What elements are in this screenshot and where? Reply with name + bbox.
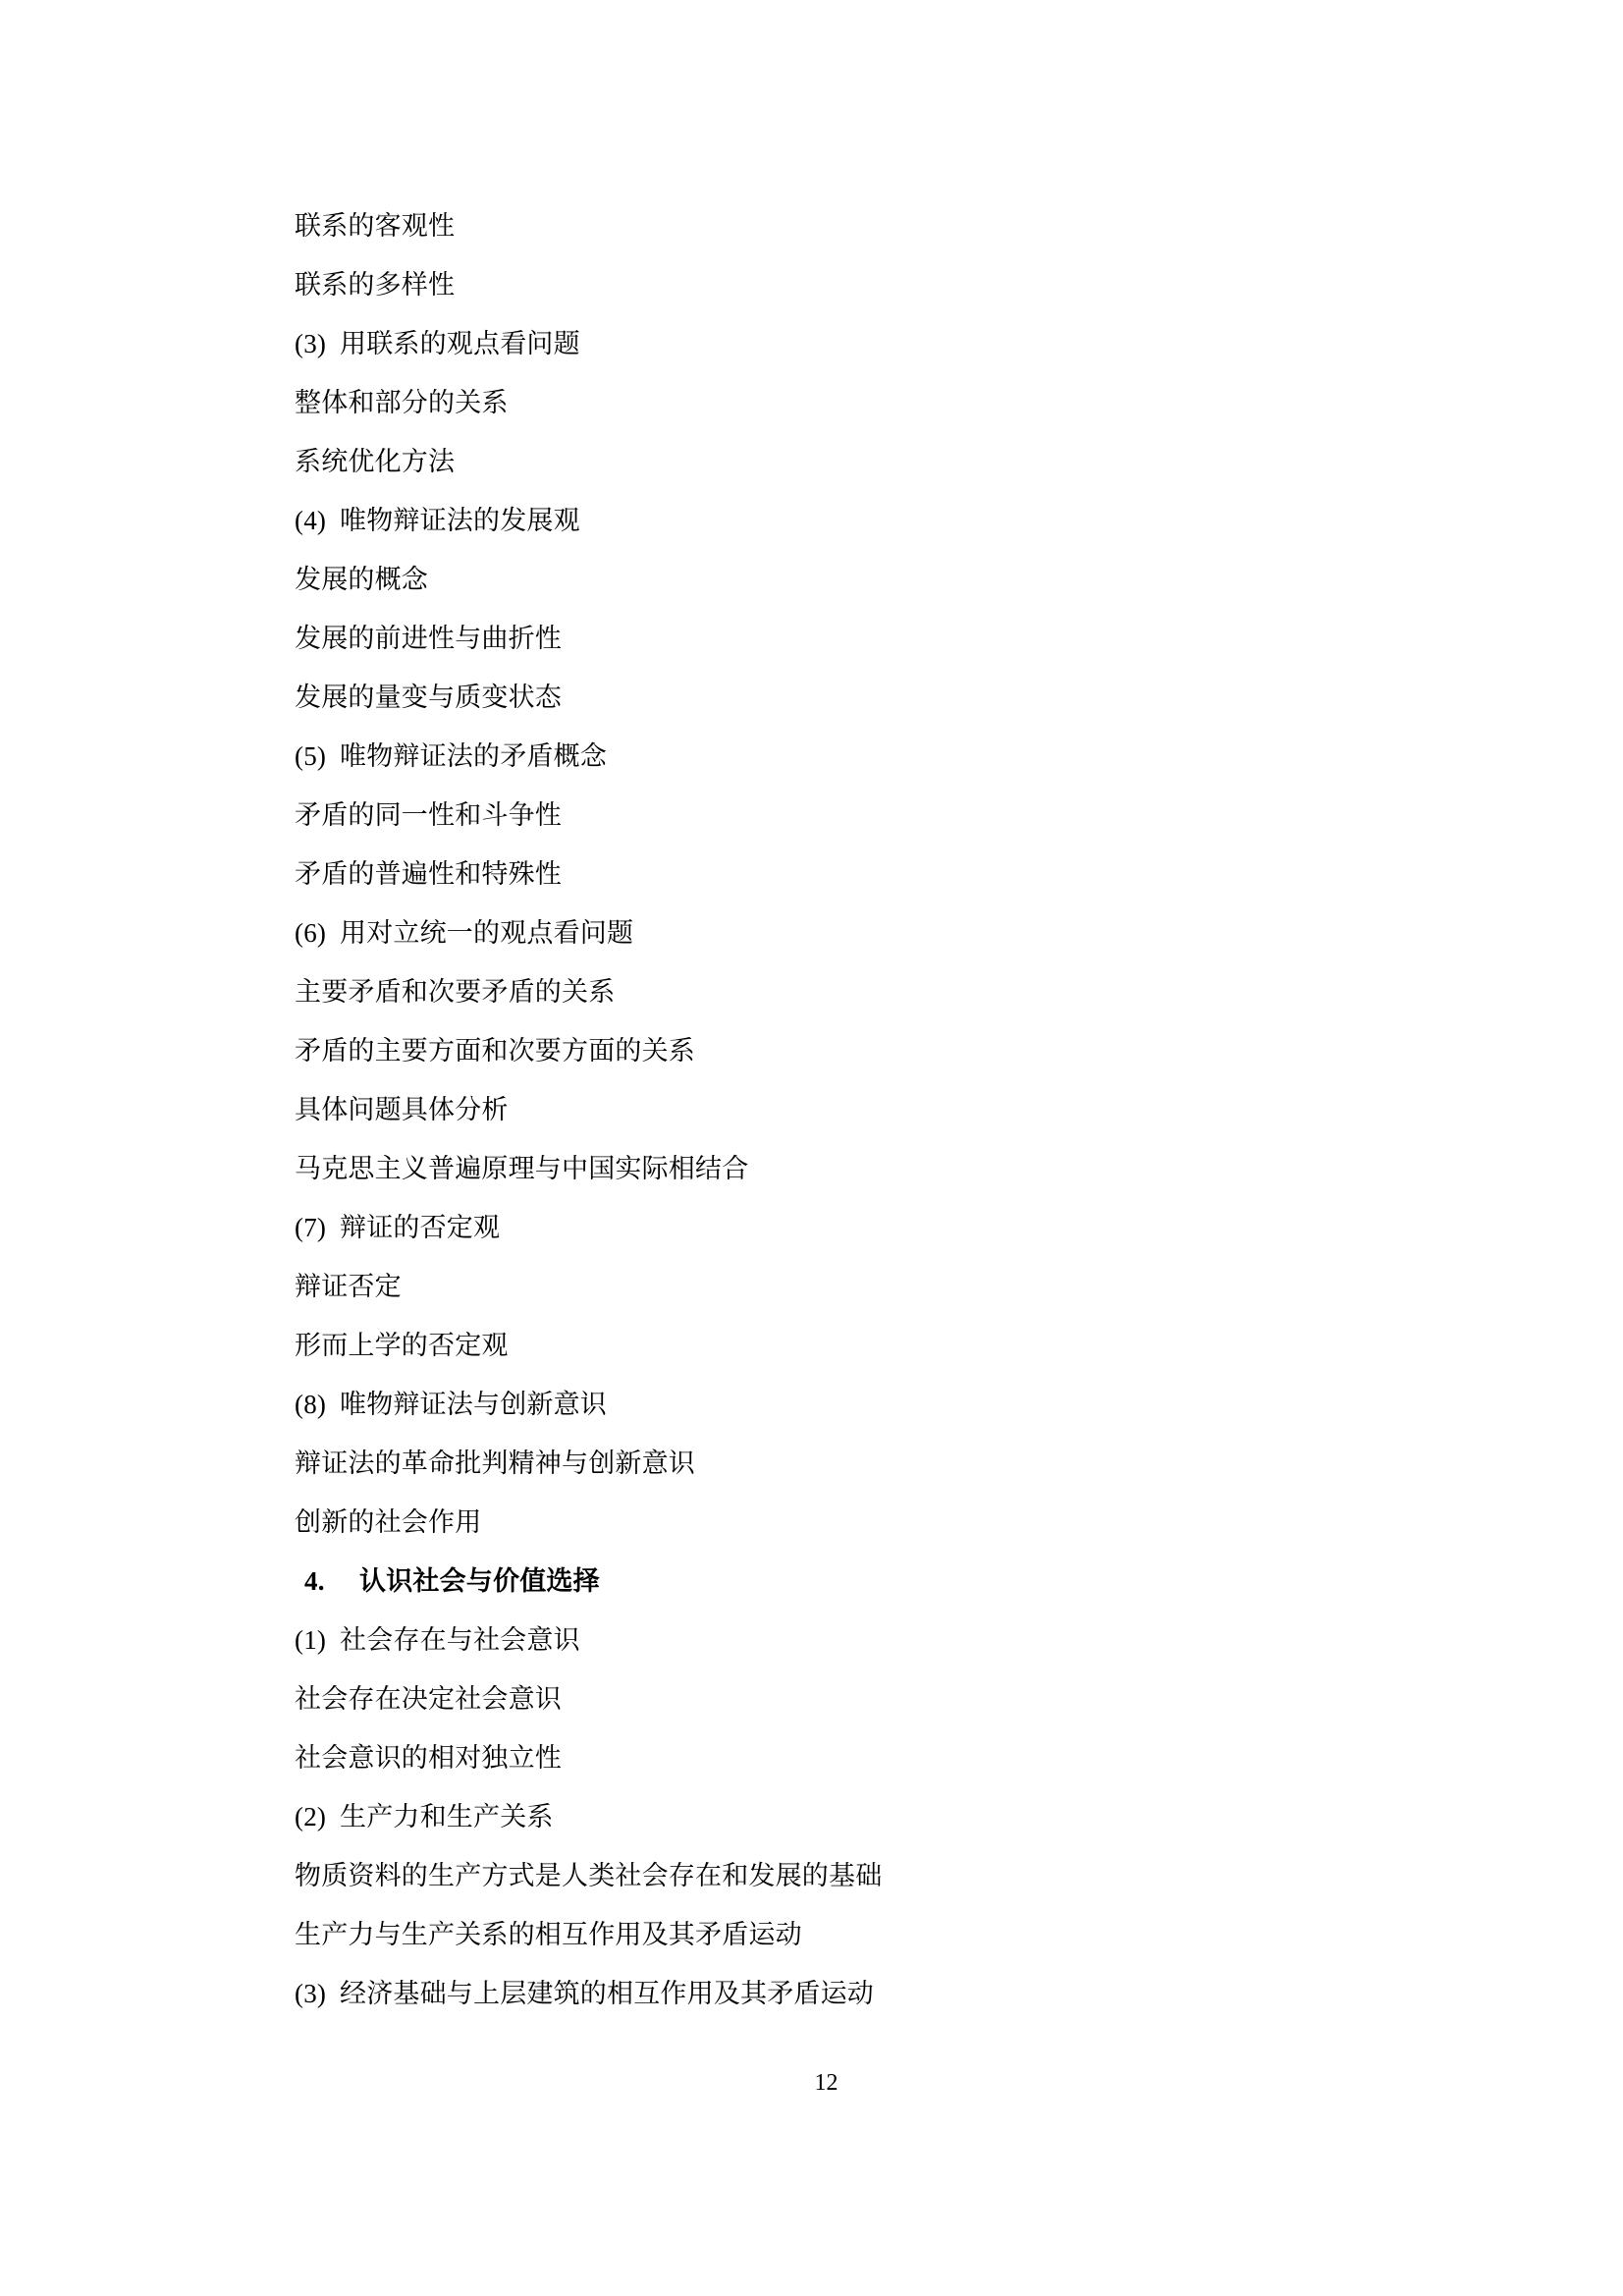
line-text: 系统优化方法 bbox=[295, 447, 456, 476]
outline-line bbox=[295, 786, 1335, 845]
outline-line bbox=[295, 314, 1335, 373]
outline-line bbox=[295, 1846, 1335, 1905]
outline-line bbox=[295, 903, 1335, 962]
line-number: 4. bbox=[304, 1566, 325, 1596]
line-text: 物质资料的生产方式是人类社会存在和发展的基础 bbox=[295, 1861, 883, 1890]
line-text: 唯物辩证法与创新意识 bbox=[340, 1390, 607, 1419]
outline-line bbox=[295, 1493, 1335, 1552]
line-number: (8) bbox=[295, 1390, 327, 1419]
outline-line bbox=[295, 668, 1335, 727]
line-number: (2) bbox=[295, 1802, 327, 1831]
outline-line bbox=[295, 609, 1335, 668]
outline-line bbox=[295, 1669, 1335, 1728]
line-text: 联系的多样性 bbox=[295, 270, 456, 300]
line-text: 社会存在与社会意识 bbox=[340, 1625, 580, 1655]
outline-line bbox=[295, 1787, 1335, 1846]
line-text: 主要矛盾和次要矛盾的关系 bbox=[295, 977, 616, 1007]
document-body bbox=[295, 196, 1335, 2023]
outline-line bbox=[295, 1375, 1335, 1434]
outline-line bbox=[295, 1021, 1335, 1080]
section-heading bbox=[295, 1552, 1335, 1611]
outline-line bbox=[295, 1316, 1335, 1375]
line-text: 经济基础与上层建筑的相互作用及其矛盾运动 bbox=[340, 1979, 874, 2008]
line-text: 创新的社会作用 bbox=[295, 1507, 482, 1537]
outline-line bbox=[295, 196, 1335, 255]
outline-line bbox=[295, 1728, 1335, 1787]
line-text: 生产力和生产关系 bbox=[340, 1802, 554, 1831]
outline-line bbox=[295, 255, 1335, 314]
line-text: 社会意识的相对独立性 bbox=[295, 1743, 562, 1773]
outline-line bbox=[295, 1139, 1335, 1198]
outline-line bbox=[295, 1611, 1335, 1669]
outline-line bbox=[295, 1080, 1335, 1139]
outline-line bbox=[295, 1905, 1335, 1964]
line-number: (3) bbox=[295, 329, 327, 358]
line-text: 发展的量变与质变状态 bbox=[295, 683, 562, 712]
line-text: 形而上学的否定观 bbox=[295, 1331, 509, 1360]
line-text: 具体问题具体分析 bbox=[295, 1095, 509, 1124]
line-text: 发展的前进性与曲折性 bbox=[295, 624, 562, 653]
line-number: (7) bbox=[295, 1213, 327, 1242]
outline-line bbox=[295, 1198, 1335, 1257]
line-text: 辩证否定 bbox=[295, 1272, 402, 1301]
line-text: 矛盾的主要方面和次要方面的关系 bbox=[295, 1036, 695, 1066]
outline-line bbox=[295, 727, 1335, 786]
page-number bbox=[0, 2070, 1623, 2097]
line-text: 矛盾的普遍性和特殊性 bbox=[295, 859, 562, 889]
line-text: 用联系的观点看问题 bbox=[340, 329, 580, 358]
line-text: 社会存在决定社会意识 bbox=[295, 1684, 562, 1714]
line-number: (4) bbox=[295, 506, 327, 535]
outline-line bbox=[295, 373, 1335, 432]
line-text: 矛盾的同一性和斗争性 bbox=[295, 800, 562, 830]
line-text: 辩证的否定观 bbox=[340, 1213, 501, 1242]
line-text: 整体和部分的关系 bbox=[295, 388, 509, 417]
outline-line bbox=[295, 1434, 1335, 1493]
outline-line bbox=[295, 962, 1335, 1021]
page-number-value: 12 bbox=[814, 2070, 839, 2096]
line-number: (1) bbox=[295, 1625, 327, 1655]
outline-line bbox=[295, 550, 1335, 609]
line-text: 联系的客观性 bbox=[295, 211, 456, 241]
line-text: 唯物辩证法的矛盾概念 bbox=[340, 741, 607, 771]
line-number: (6) bbox=[295, 918, 327, 948]
outline-line bbox=[295, 432, 1335, 491]
line-number: (3) bbox=[295, 1979, 327, 2008]
line-text: 唯物辩证法的发展观 bbox=[340, 506, 580, 535]
line-text: 马克思主义普遍原理与中国实际相结合 bbox=[295, 1154, 749, 1183]
outline-line bbox=[295, 1257, 1335, 1316]
line-text: 生产力与生产关系的相互作用及其矛盾运动 bbox=[295, 1920, 802, 1949]
line-text: 用对立统一的观点看问题 bbox=[340, 918, 634, 948]
outline-line bbox=[295, 491, 1335, 550]
line-text: 认识社会与价值选择 bbox=[359, 1566, 600, 1596]
outline-line bbox=[295, 1964, 1335, 2023]
line-text: 发展的概念 bbox=[295, 565, 428, 594]
outline-line bbox=[295, 845, 1335, 903]
line-number: (5) bbox=[295, 741, 327, 771]
line-text: 辩证法的革命批判精神与创新意识 bbox=[295, 1449, 695, 1478]
